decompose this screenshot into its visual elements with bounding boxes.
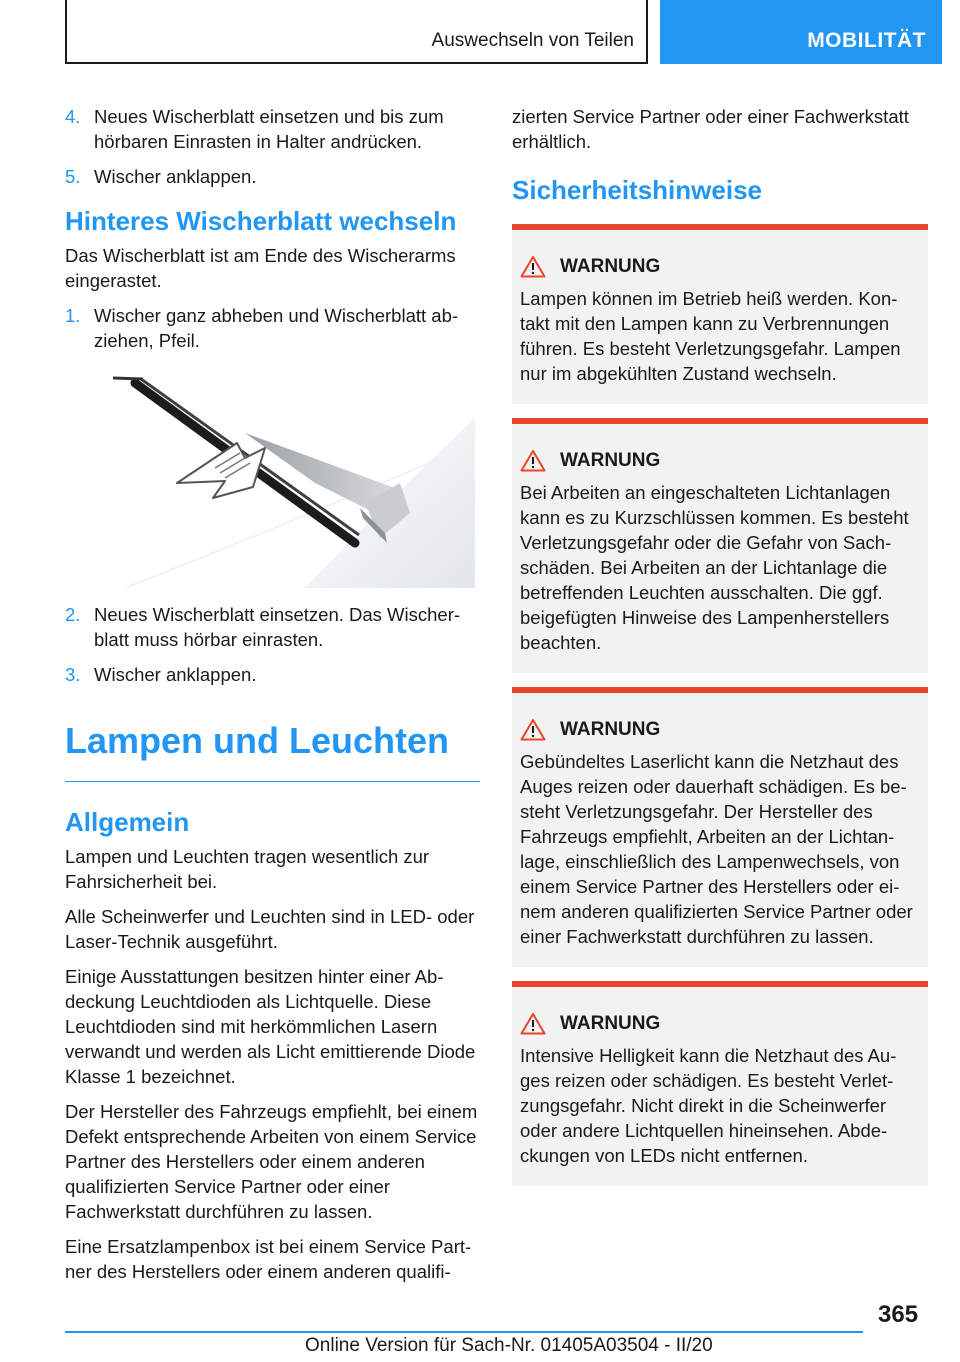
step-item xyxy=(65,164,480,189)
header-section-title: Auswechseln von Teilen xyxy=(431,30,634,51)
warning-triangle-icon xyxy=(520,718,546,741)
step-number: 5. xyxy=(65,166,81,187)
step-text: Wischer anklappen. xyxy=(94,166,257,187)
warning-text: Intensive Helligkeit kann die Netzhaut des Auges reizen oder schädigen. Es besteht Verletzungsgefahr. Nicht direkt in die Scheinwerfer oder andere Lichtquellen hineinsehen. Abdeckungen von LEDs nicht entfernen. xyxy=(520,1045,897,1166)
rear-wiper-intro: Das Wischerblatt ist am Ende des Wischerarms eingerastet. xyxy=(65,245,456,291)
header-section-box xyxy=(65,0,648,64)
step-number: 2. xyxy=(65,604,81,625)
warning-text: Gebündeltes Laserlicht kann die Netzhaut des Auges reizen oder dauerhaft schädigen. Es besteht Verletzungsgefahr. Der Hersteller des Fahrzeugs empfiehlt, Arbeiten an der Lichtanlage, einschließlich des Lampenwechsels, von einem Service Partner des Herstellers oder einem anderen qualifizierten Service Partner oder einer Fachwerkstatt durchführen zu lassen. xyxy=(520,751,913,947)
general-paragraph: Der Hersteller des Fahrzeugs empfiehlt, bei einem Defekt entsprechende Arbeiten von einem Service Partner des Herstellers oder einem anderen qualifizierten Service Partner oder einer Fachwerkstatt durchführen zu lassen. xyxy=(65,1101,478,1222)
warning-triangle-icon xyxy=(520,255,546,278)
step-text: Neues Wischerblatt einsetzen. Das Wischerblatt muss hörbar einrasten. xyxy=(94,604,461,650)
warning-triangle-icon xyxy=(520,1012,546,1035)
header-chapter-tab xyxy=(660,0,942,64)
footer-version: Online Version für Sach-Nr. 01405A03504 - II/20 xyxy=(305,1335,713,1356)
header-chapter-title: MOBILITÄT xyxy=(807,29,926,52)
rear-wiper-heading: Hinteres Wischerblatt wechseln xyxy=(65,206,457,236)
safety-heading: Sicherheitshinweise xyxy=(512,175,762,205)
warning-box xyxy=(512,687,928,967)
step-item xyxy=(65,104,480,154)
footer-divider xyxy=(65,1331,863,1333)
continuation-paragraph: zierten Service Partner oder einer Fachwerkstatt erhältlich. xyxy=(512,106,909,152)
step-number: 1. xyxy=(65,305,81,326)
step-number: 3. xyxy=(65,664,81,685)
step-item xyxy=(65,303,480,353)
warning-title: WARNUNG xyxy=(560,449,661,471)
warning-title: WARNUNG xyxy=(560,255,661,277)
right-column xyxy=(512,104,928,1200)
general-paragraph: Einige Ausstattungen besitzen hinter einer Abdeckung Leuchtdioden als Lichtquelle. Diese Leuchtdioden sind mit herkömmlichen Lasern verwandt und werden als Licht emittierende Diode Klasse 1 bezeichnet. xyxy=(65,966,476,1087)
general-heading: Allgemein xyxy=(65,807,190,837)
warning-title: WARNUNG xyxy=(560,718,661,740)
warning-box xyxy=(512,418,928,673)
step-number: 4. xyxy=(65,106,81,127)
warning-triangle-icon xyxy=(520,449,546,472)
page-number: 365 xyxy=(878,1301,919,1328)
warning-text: Bei Arbeiten an eingeschalteten Lichtanlagen kann es zu Kurzschlüssen kommen. Es besteht Verletzungsgefahr oder die Gefahr von Sachschäden. Bei Arbeiten an der Lichtanlage die betreffenden Leuchten ausschalten. Die ggf. beigefügten Hinweise des Lampenherstellers beachten. xyxy=(520,482,909,653)
arrow-icon xyxy=(177,443,265,498)
step-item xyxy=(65,602,480,652)
warning-box xyxy=(512,224,928,404)
warning-text: Lampen können im Betrieb heiß werden. Kontakt mit den Lampen kann zu Verbrennungen führen. Es besteht Verletzungsgefahr. Lampen nur im abgekühlten Zustand wechseln. xyxy=(520,288,901,384)
lamps-heading: Lampen und Leuchten xyxy=(65,717,480,782)
step-text: Neues Wischerblatt einsetzen und bis zum hörbaren Einrasten in Halter andrücken. xyxy=(94,106,444,152)
step-item xyxy=(65,662,480,687)
step-text: Wischer anklappen. xyxy=(94,664,257,685)
warning-box xyxy=(512,981,928,1186)
step-text: Wischer ganz abheben und Wischerblatt abziehen, Pfeil. xyxy=(94,305,459,351)
wiper-illustration xyxy=(65,363,480,588)
left-column xyxy=(65,104,480,1294)
warning-title: WARNUNG xyxy=(560,1012,661,1034)
general-paragraph: Lampen und Leuchten tragen wesentlich zur Fahrsicherheit bei. xyxy=(65,846,430,892)
general-paragraph: Eine Ersatzlampenbox ist bei einem Service Partner des Herstellers oder einem anderen qualifi- xyxy=(65,1236,472,1282)
general-paragraph: Alle Scheinwerfer und Leuchten sind in LED- oder Laser-Technik ausgeführt. xyxy=(65,906,475,952)
